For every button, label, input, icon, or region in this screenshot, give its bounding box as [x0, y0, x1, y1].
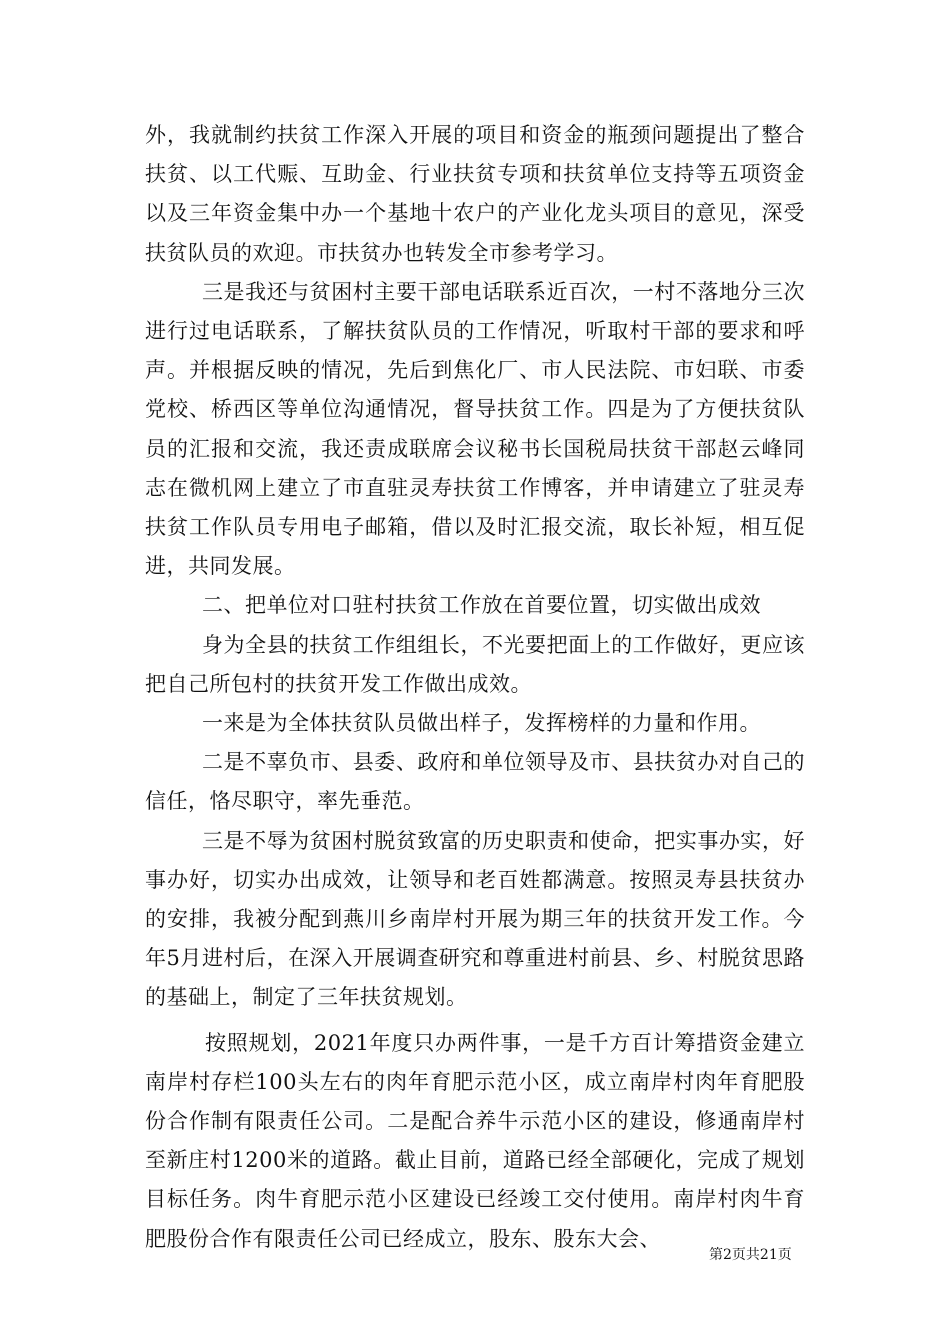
paragraph-plan: 按照规划，2021年度只办两件事，一是千方百计筹措资金建立南岸村存栏100头左右的肉年育肥示范小区，成立南岸村肉年育肥股份合作制有限责任公司。二是配合养牛示范小区的建设，修通南岸村至新庄村1200米的道路。截止目前，道路已经全部硬化，完成了规划目标任务。肉牛育肥示范小区建设已经竣工交付使用。南岸村肉牛育肥股份合作有限责任公司已经成立，股东、股东大会、: [145, 1030, 805, 1251]
paragraph-role-statement: 身为全县的扶贫工作组组长，不光要把面上的工作做好，更应该把自己所包村的扶贫开发工作做出成效。: [145, 632, 805, 696]
paragraph-reason-two: 二是不辜负市、县委、政府和单位领导及市、县扶贫办对自己的信任，恪尽职守，率先垂范。: [145, 750, 805, 814]
paragraph-continuation: 外，我就制约扶贫工作深入开展的项目和资金的瓶颈问题提出了整合扶贫、以工代赈、互助金、行业扶贫专项和扶贫单位支持等五项资金以及三年资金集中办一个基地十农户的产业化龙头项目的意见，深受扶贫队员的欢迎。市扶贫办也转发全市参考学习。: [145, 123, 805, 265]
page-number: 第2页共21页: [709, 1247, 792, 1263]
document-body: [145, 116, 805, 1259]
paragraph-reason-three: 三是不辱为贫困村脱贫致富的历史职责和使命，把实事办实，好事办好，切实办出成效，让领导和老百姓都满意。按照灵寿县扶贫办的安排，我被分配到燕川乡南岸村开展为期三年的扶贫开发工作。今年5月进村后，在深入开展调查研究和尊重进村前县、乡、村脱贫思路的基础上，制定了三年扶贫规划。: [145, 828, 805, 1010]
section-heading: 二、把单位对口驻村扶贫工作放在首要位置，切实做出成效: [202, 593, 761, 618]
paragraph-reason-one: 一来是为全体扶贫队员做出样子，发挥榜样的力量和作用。: [202, 711, 761, 736]
paragraph-item-three: 三是我还与贫困村主要干部电话联系近百次，一村不落地分三次进行过电话联系，了解扶贫队员的工作情况，听取村干部的要求和呼声。并根据反映的情况，先后到焦化厂、市人民法院、市妇联、市委党校、桥西区等单位沟通情况，督导扶贫工作。四是为了方便扶贫队员的汇报和交流，我还责成联席会议秘书长国税局扶贫干部赵云峰同志在微机网上建立了市直驻灵寿扶贫工作博客，并申请建立了驻灵寿扶贫工作队员专用电子邮箱，借以及时汇报交流，取长补短，相互促进，共同发展。: [145, 279, 805, 579]
